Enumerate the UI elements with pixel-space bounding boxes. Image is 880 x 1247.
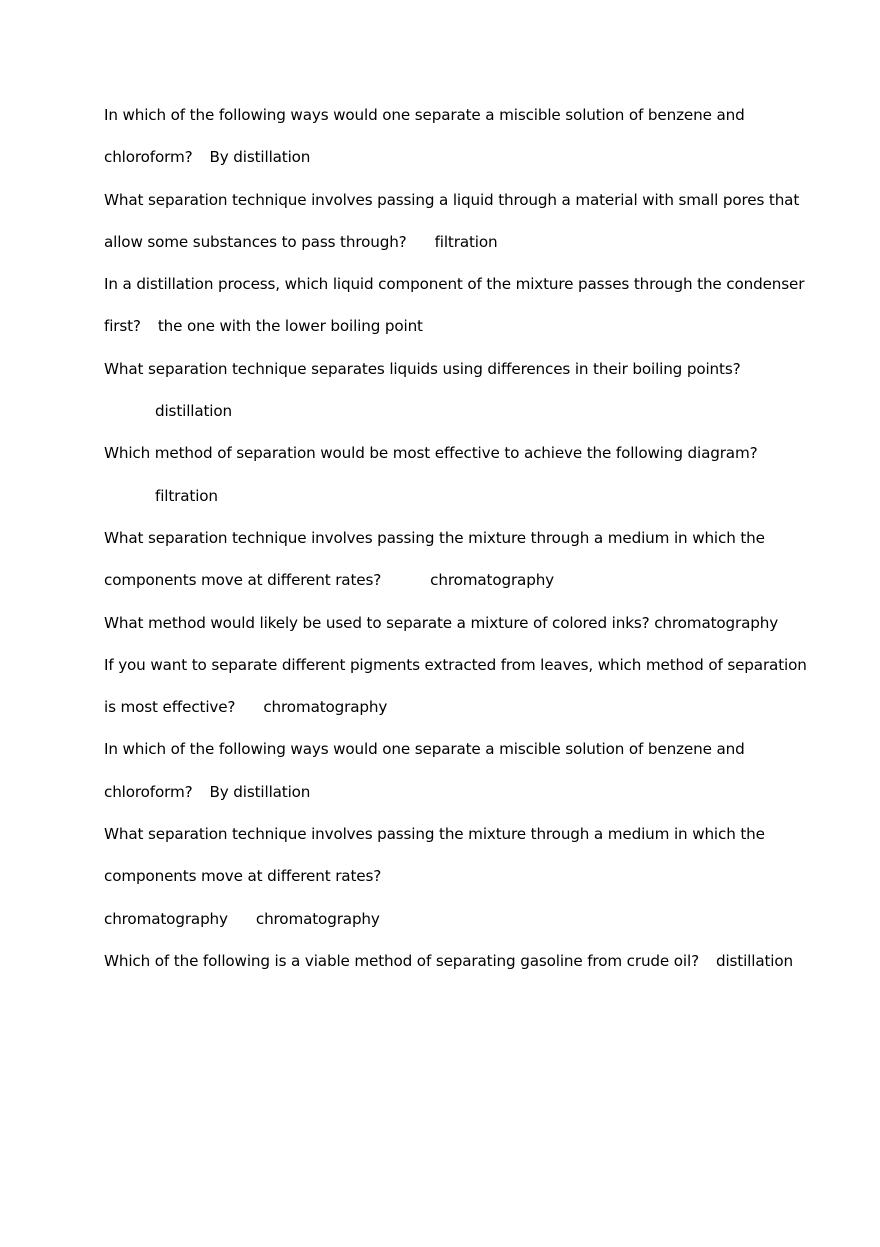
text-line: [104, 947, 840, 989]
question-text: In a distillation process, which liquid component of the mixture passes through the condenser: [104, 275, 805, 294]
text-line: [104, 862, 840, 904]
question-text: If you want to separate different pigments extracted from leaves, which method of separation: [104, 655, 807, 674]
answer-text: By distillation: [209, 782, 311, 801]
text-line: [104, 101, 840, 143]
text-line: [104, 439, 840, 481]
text-line: [104, 397, 840, 439]
text-line: [104, 312, 840, 354]
answer-text: distillation: [155, 402, 232, 421]
answer-text: chromatography: [263, 698, 388, 717]
answer-text: chromatography: [104, 909, 228, 928]
answer-text: filtration: [155, 486, 218, 505]
answer-text: filtration: [434, 232, 498, 251]
answer-text: chromatography: [430, 571, 555, 590]
answer-text: chromatography: [255, 909, 380, 928]
answer-text: distillation: [715, 951, 793, 970]
text-line: [104, 566, 840, 608]
text-line: [104, 228, 840, 270]
question-text: In which of the following ways would one separate a miscible solution of benzene and: [104, 106, 745, 124]
text-line: [104, 820, 840, 862]
text-line: [104, 186, 840, 228]
question-text: What separation technique involves passing the mixture through a medium in which the: [104, 528, 765, 547]
question-text: components move at different rates?: [104, 571, 382, 590]
answer-text: chromatography: [654, 613, 779, 632]
text-line: [104, 143, 840, 185]
question-text: chloroform?: [104, 148, 193, 167]
question-text: What separation technique separates liquids using differences in their boiling points?: [104, 359, 741, 378]
text-line: [104, 270, 840, 312]
question-text: is most effective?: [104, 698, 236, 717]
question-text: In which of the following ways would one separate a miscible solution of benzene and: [104, 740, 745, 759]
question-text: first?: [104, 317, 141, 336]
text-line: [104, 693, 840, 735]
text-line: [104, 482, 840, 524]
answer-text: By distillation: [209, 148, 311, 167]
question-text: Which of the following is a viable method of separating gasoline from crude oil?: [104, 951, 699, 970]
question-text: What separation technique involves passing the mixture through a medium in which the: [104, 825, 765, 844]
question-text: What method would likely be used to separate a mixture of colored inks?: [104, 613, 650, 632]
text-line: [104, 735, 840, 777]
text-line: [104, 524, 840, 566]
text-line: [104, 355, 840, 397]
text-line: [104, 651, 840, 693]
question-text: Which method of separation would be most effective to achieve the following diagram?: [104, 444, 758, 463]
text-line: [104, 778, 840, 820]
answer-text: the one with the lower boiling point: [157, 317, 423, 336]
question-text: components move at different rates?: [104, 867, 382, 886]
text-line: [104, 609, 840, 651]
question-text: chloroform?: [104, 782, 193, 801]
question-text: allow some substances to pass through?: [104, 232, 407, 251]
text-line: [104, 905, 840, 947]
question-text: What separation technique involves passing a liquid through a material with small pores that: [104, 190, 800, 209]
